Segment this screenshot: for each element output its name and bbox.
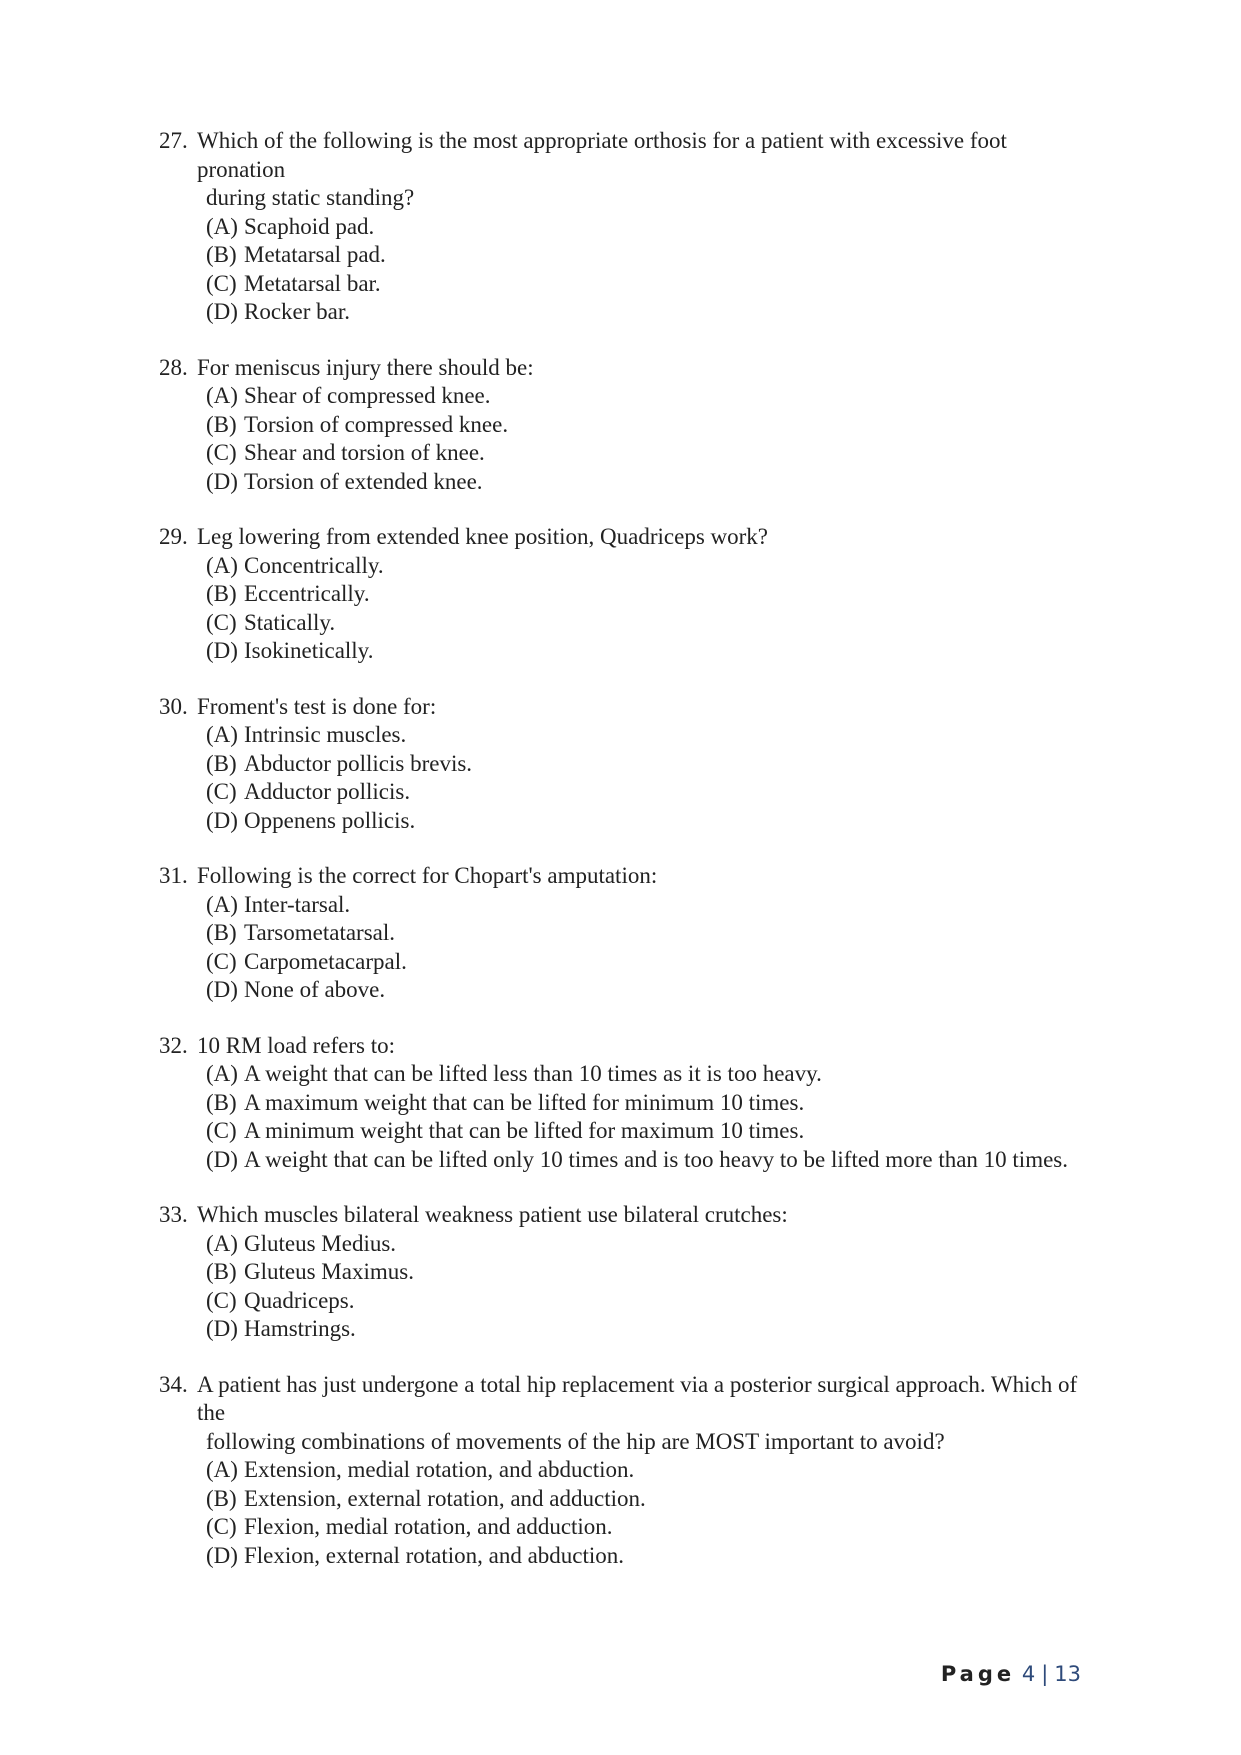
option-letter: (C) [206, 1118, 237, 1143]
option-text: Intrinsic muscles. [244, 722, 407, 747]
question-number: 30. [159, 693, 188, 719]
answer-option [159, 1230, 1089, 1259]
option-text: Gluteus Medius. [244, 1230, 397, 1256]
answer-option [159, 919, 1089, 948]
option-text: Quadriceps. [244, 1287, 355, 1313]
option-text: Concentrically. [244, 552, 384, 578]
option-text: Shear of compressed knee. [244, 383, 491, 408]
option-text: Eccentrically. [244, 581, 370, 606]
option-text: None of above. [244, 977, 386, 1002]
option-letter: (C) [206, 1514, 237, 1539]
page-total: 13 [1054, 1662, 1081, 1686]
answer-option [159, 468, 1089, 497]
answer-option [159, 552, 1089, 581]
answer-option [159, 637, 1089, 666]
option-text: A minimum weight that can be lifted for maximum 10 times. [244, 1118, 805, 1143]
question-stem [159, 1201, 1089, 1230]
option-text: Gluteus Maximus. [244, 1259, 414, 1284]
option-text: Hamstrings. [244, 1316, 356, 1341]
option-letter: (B) [206, 411, 237, 437]
question-29 [159, 523, 1089, 666]
option-letter: (B) [206, 750, 237, 776]
question-31 [159, 862, 1089, 1005]
question-number: 28. [159, 354, 188, 380]
option-letter: (D) [206, 807, 238, 833]
question-number: 31. [159, 863, 188, 888]
option-text: Tarsometatarsal. [244, 920, 396, 945]
answer-option [159, 1287, 1089, 1316]
answer-option [159, 241, 1089, 270]
option-text: Torsion of extended knee. [244, 468, 483, 494]
option-text: Extension, external rotation, and adduction. [244, 1485, 646, 1511]
answer-option [159, 411, 1089, 440]
option-letter: (B) [206, 1089, 237, 1115]
answer-option [159, 1258, 1089, 1287]
option-text: Inter-tarsal. [244, 891, 351, 917]
answer-option [159, 213, 1089, 242]
answer-option [159, 439, 1089, 468]
option-letter: (D) [206, 468, 238, 494]
question-30 [159, 693, 1089, 836]
question-33 [159, 1201, 1089, 1344]
option-letter: (C) [206, 609, 237, 635]
answer-option [159, 778, 1089, 807]
option-letter: (A) [206, 722, 238, 747]
option-letter: (B) [206, 920, 237, 945]
answer-option [159, 298, 1089, 327]
answer-option [159, 1146, 1089, 1175]
question-number: 29. [159, 524, 188, 549]
page-current: 4 [1021, 1662, 1036, 1686]
answer-option [159, 1089, 1089, 1118]
option-text: Carpometacarpal. [244, 948, 407, 974]
question-number: 32. [159, 1032, 188, 1058]
answer-option [159, 382, 1089, 411]
option-letter: (B) [206, 242, 237, 267]
option-letter: (B) [206, 1485, 237, 1511]
question-text: Which muscles bilateral weakness patient use bilateral crutches: [197, 1202, 788, 1227]
question-number: 27. [159, 128, 188, 153]
question-stem [159, 862, 1089, 891]
answer-option [159, 807, 1089, 836]
question-text-continuation: following combinations of movements of the hip are MOST important to avoid? [206, 1428, 945, 1454]
answer-option [159, 976, 1089, 1005]
answer-option [159, 1315, 1089, 1344]
option-letter: (A) [206, 1457, 238, 1482]
answer-option [159, 1456, 1089, 1485]
option-text: Extension, medial rotation, and abduction. [244, 1457, 635, 1482]
question-number: 34. [159, 1371, 188, 1397]
question-text: Which of the following is the most appropriate orthosis for a patient with excessive foot pronation [197, 128, 1007, 182]
option-text: A weight that can be lifted only 10 times and is too heavy to be lifted more than 10 times. [244, 1146, 1068, 1172]
question-text-continuation: during static standing? [206, 185, 415, 210]
option-text: Flexion, medial rotation, and adduction. [244, 1514, 613, 1539]
page-separator: | [1041, 1662, 1049, 1686]
answer-option [159, 609, 1089, 638]
option-text: Scaphoid pad. [244, 213, 375, 239]
question-text: A patient has just undergone a total hip replacement via a posterior surgical approach. Which of the [197, 1371, 1078, 1425]
question-text: 10 RM load refers to: [197, 1032, 396, 1058]
question-number: 33. [159, 1202, 188, 1227]
option-letter: (D) [206, 977, 238, 1002]
option-letter: (B) [206, 1259, 237, 1284]
question-stem [159, 127, 1089, 184]
answer-option [159, 1060, 1089, 1089]
option-letter: (D) [206, 1542, 238, 1568]
option-text: Metatarsal pad. [244, 242, 386, 267]
answer-option [159, 1513, 1089, 1542]
question-stem [159, 693, 1089, 722]
option-letter: (C) [206, 779, 237, 804]
answer-option [159, 580, 1089, 609]
answer-option [159, 1485, 1089, 1514]
option-letter: (D) [206, 1316, 238, 1341]
option-letter: (A) [206, 552, 238, 578]
option-letter: (A) [206, 891, 238, 917]
option-letter: (A) [206, 383, 238, 408]
answer-option [159, 1117, 1089, 1146]
question-27 [159, 127, 1089, 327]
option-letter: (A) [206, 1061, 238, 1086]
option-text: Flexion, external rotation, and abduction. [244, 1542, 625, 1568]
option-text: Rocker bar. [244, 299, 351, 324]
answer-option [159, 1542, 1089, 1571]
option-letter: (D) [206, 638, 238, 663]
option-letter: (A) [206, 1230, 238, 1256]
question-32 [159, 1032, 1089, 1175]
answer-option [159, 721, 1089, 750]
option-text: Statically. [244, 609, 336, 635]
page-footer [941, 1662, 1081, 1686]
option-letter: (D) [206, 299, 238, 324]
question-text: Froment's test is done for: [197, 693, 437, 719]
question-stem [159, 1032, 1089, 1061]
option-text: A maximum weight that can be lifted for minimum 10 times. [244, 1089, 805, 1115]
option-text: Torsion of compressed knee. [244, 411, 509, 437]
question-stem [159, 523, 1089, 552]
option-text: Metatarsal bar. [244, 270, 381, 296]
option-letter: (C) [206, 1287, 237, 1313]
option-text: Adductor pollicis. [244, 779, 411, 804]
question-text: For meniscus injury there should be: [197, 354, 534, 380]
answer-option [159, 948, 1089, 977]
answer-option [159, 270, 1089, 299]
option-text: Abductor pollicis brevis. [244, 750, 473, 776]
option-text: Oppenens pollicis. [244, 807, 416, 833]
option-text: A weight that can be lifted less than 10 times as it is too heavy. [244, 1061, 822, 1086]
question-list [159, 127, 1089, 1597]
answer-option [159, 891, 1089, 920]
option-letter: (C) [206, 948, 237, 974]
option-letter: (A) [206, 213, 238, 239]
question-34 [159, 1371, 1089, 1571]
option-letter: (C) [206, 270, 237, 296]
option-letter: (D) [206, 1146, 238, 1172]
question-text: Leg lowering from extended knee position, Quadriceps work? [197, 524, 768, 549]
option-text: Isokinetically. [244, 638, 374, 663]
option-letter: (C) [206, 440, 237, 465]
question-stem [159, 354, 1089, 383]
question-28 [159, 354, 1089, 497]
question-stem [159, 1371, 1089, 1428]
page-label: Page [940, 1662, 1016, 1686]
option-text: Shear and torsion of knee. [244, 440, 485, 465]
question-text: Following is the correct for Chopart's amputation: [197, 863, 658, 888]
option-letter: (B) [206, 581, 237, 606]
answer-option [159, 750, 1089, 779]
